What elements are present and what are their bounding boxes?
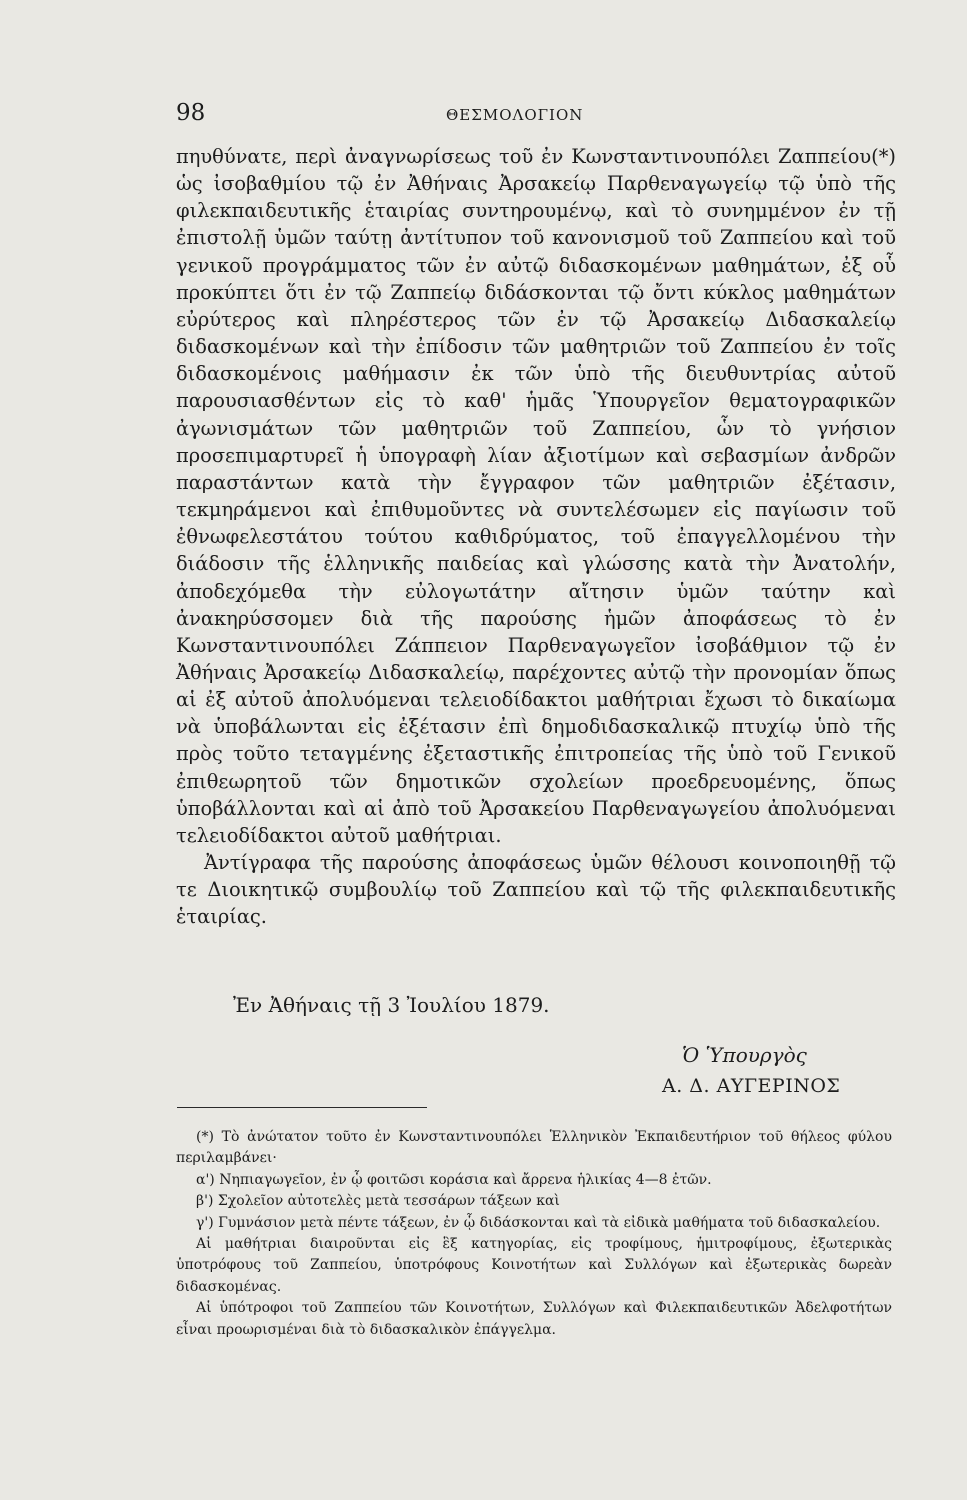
body-paragraph: Ἀντίγραφα τῆς παρούσης ἀποφάσεως ὑμῶν θέλουσι κοινοποιηθῇ τῷ τε Διοικητικῷ συμβουλίῳ τοῦ Ζαππείου καὶ τῷ τῆς φιλεκπαιδευτικῆς ἑταιρίας.	[176, 851, 896, 929]
footnote-item: α') Νηπιαγωγεῖον, ἐν ᾧ φοιτῶσι κοράσια καὶ ἄρρενα ἡλικίας 4—8 ἐτῶν.	[196, 1171, 712, 1188]
footnote-divider	[177, 1107, 427, 1108]
footnote-item: β') Σχολεῖον αὐτοτελὲς μετὰ τεσσάρων τάξεων καὶ	[196, 1193, 560, 1210]
signature-title: Ὁ Ὑπουργὸς	[682, 1043, 807, 1067]
footnote-paragraph: Αἱ ὑπότροφοι τοῦ Ζαππείου τῶν Κοινοτήτων, Συλλόγων καὶ Φιλεκπαιδευτικῶν Ἀδελφοτήτων εἶναι προωρισμέναι διὰ τὸ διδασκαλικὸν ἐπάγγελμα.	[176, 1300, 892, 1338]
footnote-item: γ') Γυμνάσιον μετὰ πέντε τάξεων, ἐν ᾧ διδάσκονται καὶ τὰ εἰδικὰ μαθήματα τοῦ διδασκαλείου.	[196, 1214, 881, 1231]
running-head	[176, 100, 896, 130]
body-paragraph: πηυθύνατε, περὶ ἀναγνωρίσεως τοῦ ἐν Κωνσταντινουπόλει Ζαππείου(*) ὡς ἰσοβαθμίου τῷ ἐν Ἀθήναις Ἀρσακείῳ Παρθεναγωγείῳ τῷ ὑπὸ τῆς φιλεκπαιδευτικῆς ἑταιρίας συντηρουμένῳ, καὶ τὸ συνημμένον ἐν τῇ ἐπιστολῇ ὑμῶν ταύτῃ ἀντίτυπον τοῦ κανονισμοῦ τοῦ Ζαππείου καὶ τοῦ γενικοῦ προγράμματος τῶν ἐν αὐτῷ διδασκομένων μαθημάτων, ἐξ οὗ προκύπτει ὅτι ἐν τῷ Ζαππείῳ διδάσκονται τῷ ὄντι κύκλος μαθημάτων εὐρύτερος καὶ πληρέστερος τῶν ἐν τῷ Ἀρσακείῳ Διδασκαλείῳ διδασκομένων καὶ τὴν ἐπίδοσιν τῶν μαθητριῶν τοῦ Ζαππείου ἐν τοῖς διδασκομένοις μαθήμασιν ἐκ τῶν ὑπὸ τῆς διευθυντρίας αὐτοῦ παρουσιασθέντων εἰς τὸ καθ' ἡμᾶς Ὑπουργεῖον θεματογραφικῶν ἀγωνισμάτων τῶν μαθητριῶν τοῦ Ζαππείου, ὧν τὸ γνήσιον προσεπιμαρτυρεῖ ἡ ὑπογραφὴ λίαν ἀξιοτίμων καὶ σεβασμίων ἀνδρῶν παραστάντων κατὰ τὴν ἔγγραφον τῶν μαθητριῶν ἐξέτασιν, τεκμηράμενοι καὶ ἐπιθυμοῦντες νὰ συντελέσωμεν εἰς παγίωσιν τοῦ ἐθνωφελεστάτου τούτου καθιδρύματος, τοῦ ἐπαγγελλομένου τὴν διάδοσιν τῆς ἑλληνικῆς παιδείας καὶ γλώσσης κατὰ τὴν Ἀνατολήν, ἀποδεχόμεθα τὴν εὐλογωτάτην αἴτησιν ὑμῶν ταύτην καὶ ἀνακηρύσσομεν διὰ τῆς παρούσης ἡμῶν ἀποφάσεως τὸ ἐν Κωνσταντινουπόλει Ζάππειον Παρθεναγωγεῖον ἰσοβάθμιον τῷ ἐν Ἀθήναις Ἀρσακείῳ Διδασκαλείῳ, παρέχοντες αὐτῷ τὴν προνομίαν ὅπως αἱ ἐξ αὐτοῦ ἀπολυόμεναι τελειοδίδακτοι μαθήτριαι ἔχωσι τὸ δικαίωμα νὰ ὑποβάλωνται εἰς ἐξέτασιν ἐπὶ δημοδιδασκαλικῷ πτυχίῳ ὑπὸ τῆς πρὸς τοῦτο τεταγμένης ἐξεταστικῆς ἐπιτροπείας τῆς ὑπὸ τοῦ Γενικοῦ ἐπιθεωρητοῦ τῶν δημοτικῶν σχολείων προεδρευομένης, ὅπως ὑποβάλλονται καὶ αἱ ἀπὸ τοῦ Ἀρσακείου Παρθεναγωγείου ἀπολυόμεναι τελειοδίδακτοι αὐτοῦ μαθήτριαι.	[176, 145, 896, 847]
footnotes	[176, 1127, 892, 1341]
signature-name: Α. Δ. ΑΥΓΕΡΙΝΟΣ	[662, 1075, 841, 1097]
footnote-paragraph: Αἱ μαθήτριαι διαιροῦνται εἰς ἓξ κατηγορίας, εἰς τροφίμους, ἡμιτροφίμους, ἐξωτερικὰς ὑποτρόφους τοῦ Ζαππείου, ὑποτρόφους Κοινοτήτων καὶ Συλλόγων καὶ ἐξωτερικὰς δωρεὰν διδασκομένας.	[176, 1236, 892, 1295]
running-title: ΘΕΣΜΟΛΟΓΙΟΝ	[446, 106, 584, 124]
dateline: Ἐν Ἀθήναις τῇ 3 Ἰουλίου 1879.	[233, 993, 550, 1017]
main-text	[176, 143, 896, 931]
page-number: 98	[176, 100, 206, 126]
footnote-intro: (*) Τὸ ἀνώτατον τοῦτο ἐν Κωνσταντινουπόλει Ἑλληνικὸν Ἐκπαιδευτήριον τοῦ θήλεος φύλου περιλαμβάνει·	[176, 1129, 892, 1167]
